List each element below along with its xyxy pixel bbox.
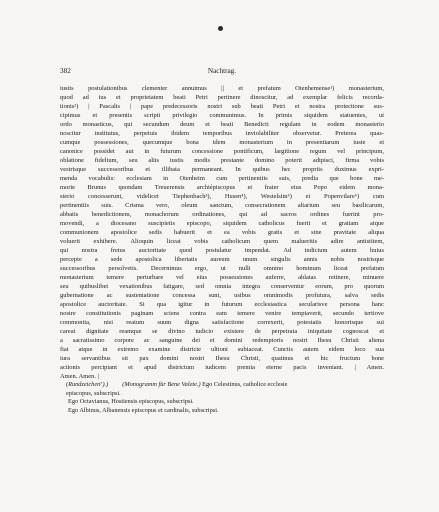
text-line: communionem apostolice sedis habuerit et ea vobis gratis et sine pravitate aliqua xyxy=(60,229,384,236)
text-line: gubernatione ac sustentatione concessa sunt, usibus omnimodis profutura, salva sedis xyxy=(60,292,384,299)
body-text xyxy=(60,84,384,381)
text-line: actionis percipiant et apud districtum iudicem premia eterne pacis inveniant. | Amen. xyxy=(60,364,384,371)
text-line: ordo monasticus, qui secundum deum et beati Benedicti regulam in eodem monasterio xyxy=(60,121,384,128)
celestinus-signature: Ego Celestinus, catholice ecclesie xyxy=(202,381,288,388)
text-line: Amen. Amen. | xyxy=(60,373,99,380)
text-line: careat dignitate reamque se divino iudicio existere de perpetrata iniquitate cognoscat et xyxy=(60,328,384,335)
document-body xyxy=(60,84,384,416)
text-line: sterio concesserunt, videlicet Tiephenbach³), Husen⁴), Westelsim⁵) et Popenvilare⁶) cum xyxy=(60,193,384,200)
text-line: commonita, nisi reatum suum digna satisfactione correxerit, potestatis honorisque sui xyxy=(60,319,384,326)
text-line: oblatione fidelium, seu aliis iustis modis prestante domino poterit adipisci, firma vobis xyxy=(60,157,384,164)
text-line: a sacratissimo corpore ac sanguine dei et domini redemptoris nostri Ihesu Christi aliena xyxy=(60,337,384,344)
text-line: morie Brunus quondam Treuerensis archiépiscopus et frater eius Popo eidem mona- xyxy=(60,184,384,191)
text-line: menda vocabulis: ecclesiam in Otenheim cum pertinentiis suis, predia que bone me- xyxy=(60,175,384,182)
signature-line-celestinus-cont xyxy=(60,390,384,399)
signature-line-albinus xyxy=(60,407,384,416)
text-line: iustis postulationibus clementer annuimus || et prefatum Otenhemense¹) monasterium, xyxy=(60,85,384,92)
text-line: vestrisque successoribus et illibata permaneant. In quibus hec propriis duximus expri- xyxy=(60,166,384,173)
text-line: cipimus et presentis scripti privilegio communimus. In primis siquidem statuentes, ut xyxy=(60,112,384,119)
signature-line-celestinus xyxy=(60,381,384,390)
octavianus-signature: Ego Octavianus, Hostiensis episcopus, subscripsi. xyxy=(68,398,194,406)
text-line: percepte a sede apostolica libertatis aureum unum singulis annis nobis nostrisque xyxy=(60,256,384,263)
page-number: 382 xyxy=(60,67,71,75)
signature-line-octavianus xyxy=(60,398,384,407)
page-header xyxy=(60,67,384,79)
monogram-label: (Monogramm für Bene Valete.) xyxy=(122,381,201,388)
celestinus-signature-cont: episcopus, subscripsi. xyxy=(66,389,121,397)
text-line: nostre constitutionis paginam sciens contra eam temere venire temptaverit, secundo tertiove xyxy=(60,310,384,317)
text-line: abbatis benedictionem, monachorum ordinationes, qui ad sacros ordines fuerint pro- xyxy=(60,211,384,218)
rota-label: (Rundzeichen⁷).) xyxy=(66,381,109,388)
text-line: movendi, a diocesano suscipietis episcopo, siquidem catholicus fuerit et gratiam atque xyxy=(60,220,384,227)
running-title: Nachtrag. xyxy=(207,67,237,75)
text-line: seu quibuslibet vexationibus fatigare, sed omnia integra conserventur eorum, pro quorum xyxy=(60,283,384,290)
text-line: fiat atque in extremo examine districte ultioni subiaceat. Cunctis autem eidem loco sua xyxy=(60,346,384,353)
page-mark xyxy=(218,26,223,31)
text-line: qui nostra fretus auctoritate quod postulatur impendat. Ad indicium autem huius xyxy=(60,247,384,254)
text-line: voluerit exhibere. Alioquin liceat vobis catholicum quem malueritis adire antistitem, xyxy=(60,238,384,245)
text-line: noscitur institutus, perpetuis ibidem temporibus inviolabiliter observetur. Preterea quas- xyxy=(60,130,384,137)
albinus-signature: Ego Albinus, Albanensis episcopus et cardinalis, subscripsi. xyxy=(68,407,219,415)
text-line: successoribus persolvetis. Decernimus ergo, ut nulli omnino hominum liceat prefatum xyxy=(60,265,384,272)
text-line: tionis²) | Pascalis | pape predecessoris nostri sub beati Petri et nostra protectione sus- xyxy=(60,103,384,110)
text-line: quod ad ius et proprietatem beati Petri pertinere dinoscitur, ad exemplar felicis recorda- xyxy=(60,94,384,101)
text-line: apostolice auctoritate. Si qua igitur in futurum ecclesiastica secularisve persona hanc xyxy=(60,301,384,308)
text-line: canonice possidet aut in futurum concessione pontificum, largitione regum vel principum, xyxy=(60,148,384,155)
text-line: pertinentiis suis. Crisma vero, oleum sanctum, consecrationem altarium seu basilicarum, xyxy=(60,202,384,209)
text-line: monasterium temere perturbare vel eius possessiones auferre, ablatas retinere, minuere xyxy=(60,274,384,281)
text-line: iura servantibus sit pax domini nostri Ihesu Christi, quatinus et hic fructum bone xyxy=(60,355,384,362)
text-line: cumque possessiones, quecumque bona idem monasterium in presentiarum iuste et xyxy=(60,139,384,146)
